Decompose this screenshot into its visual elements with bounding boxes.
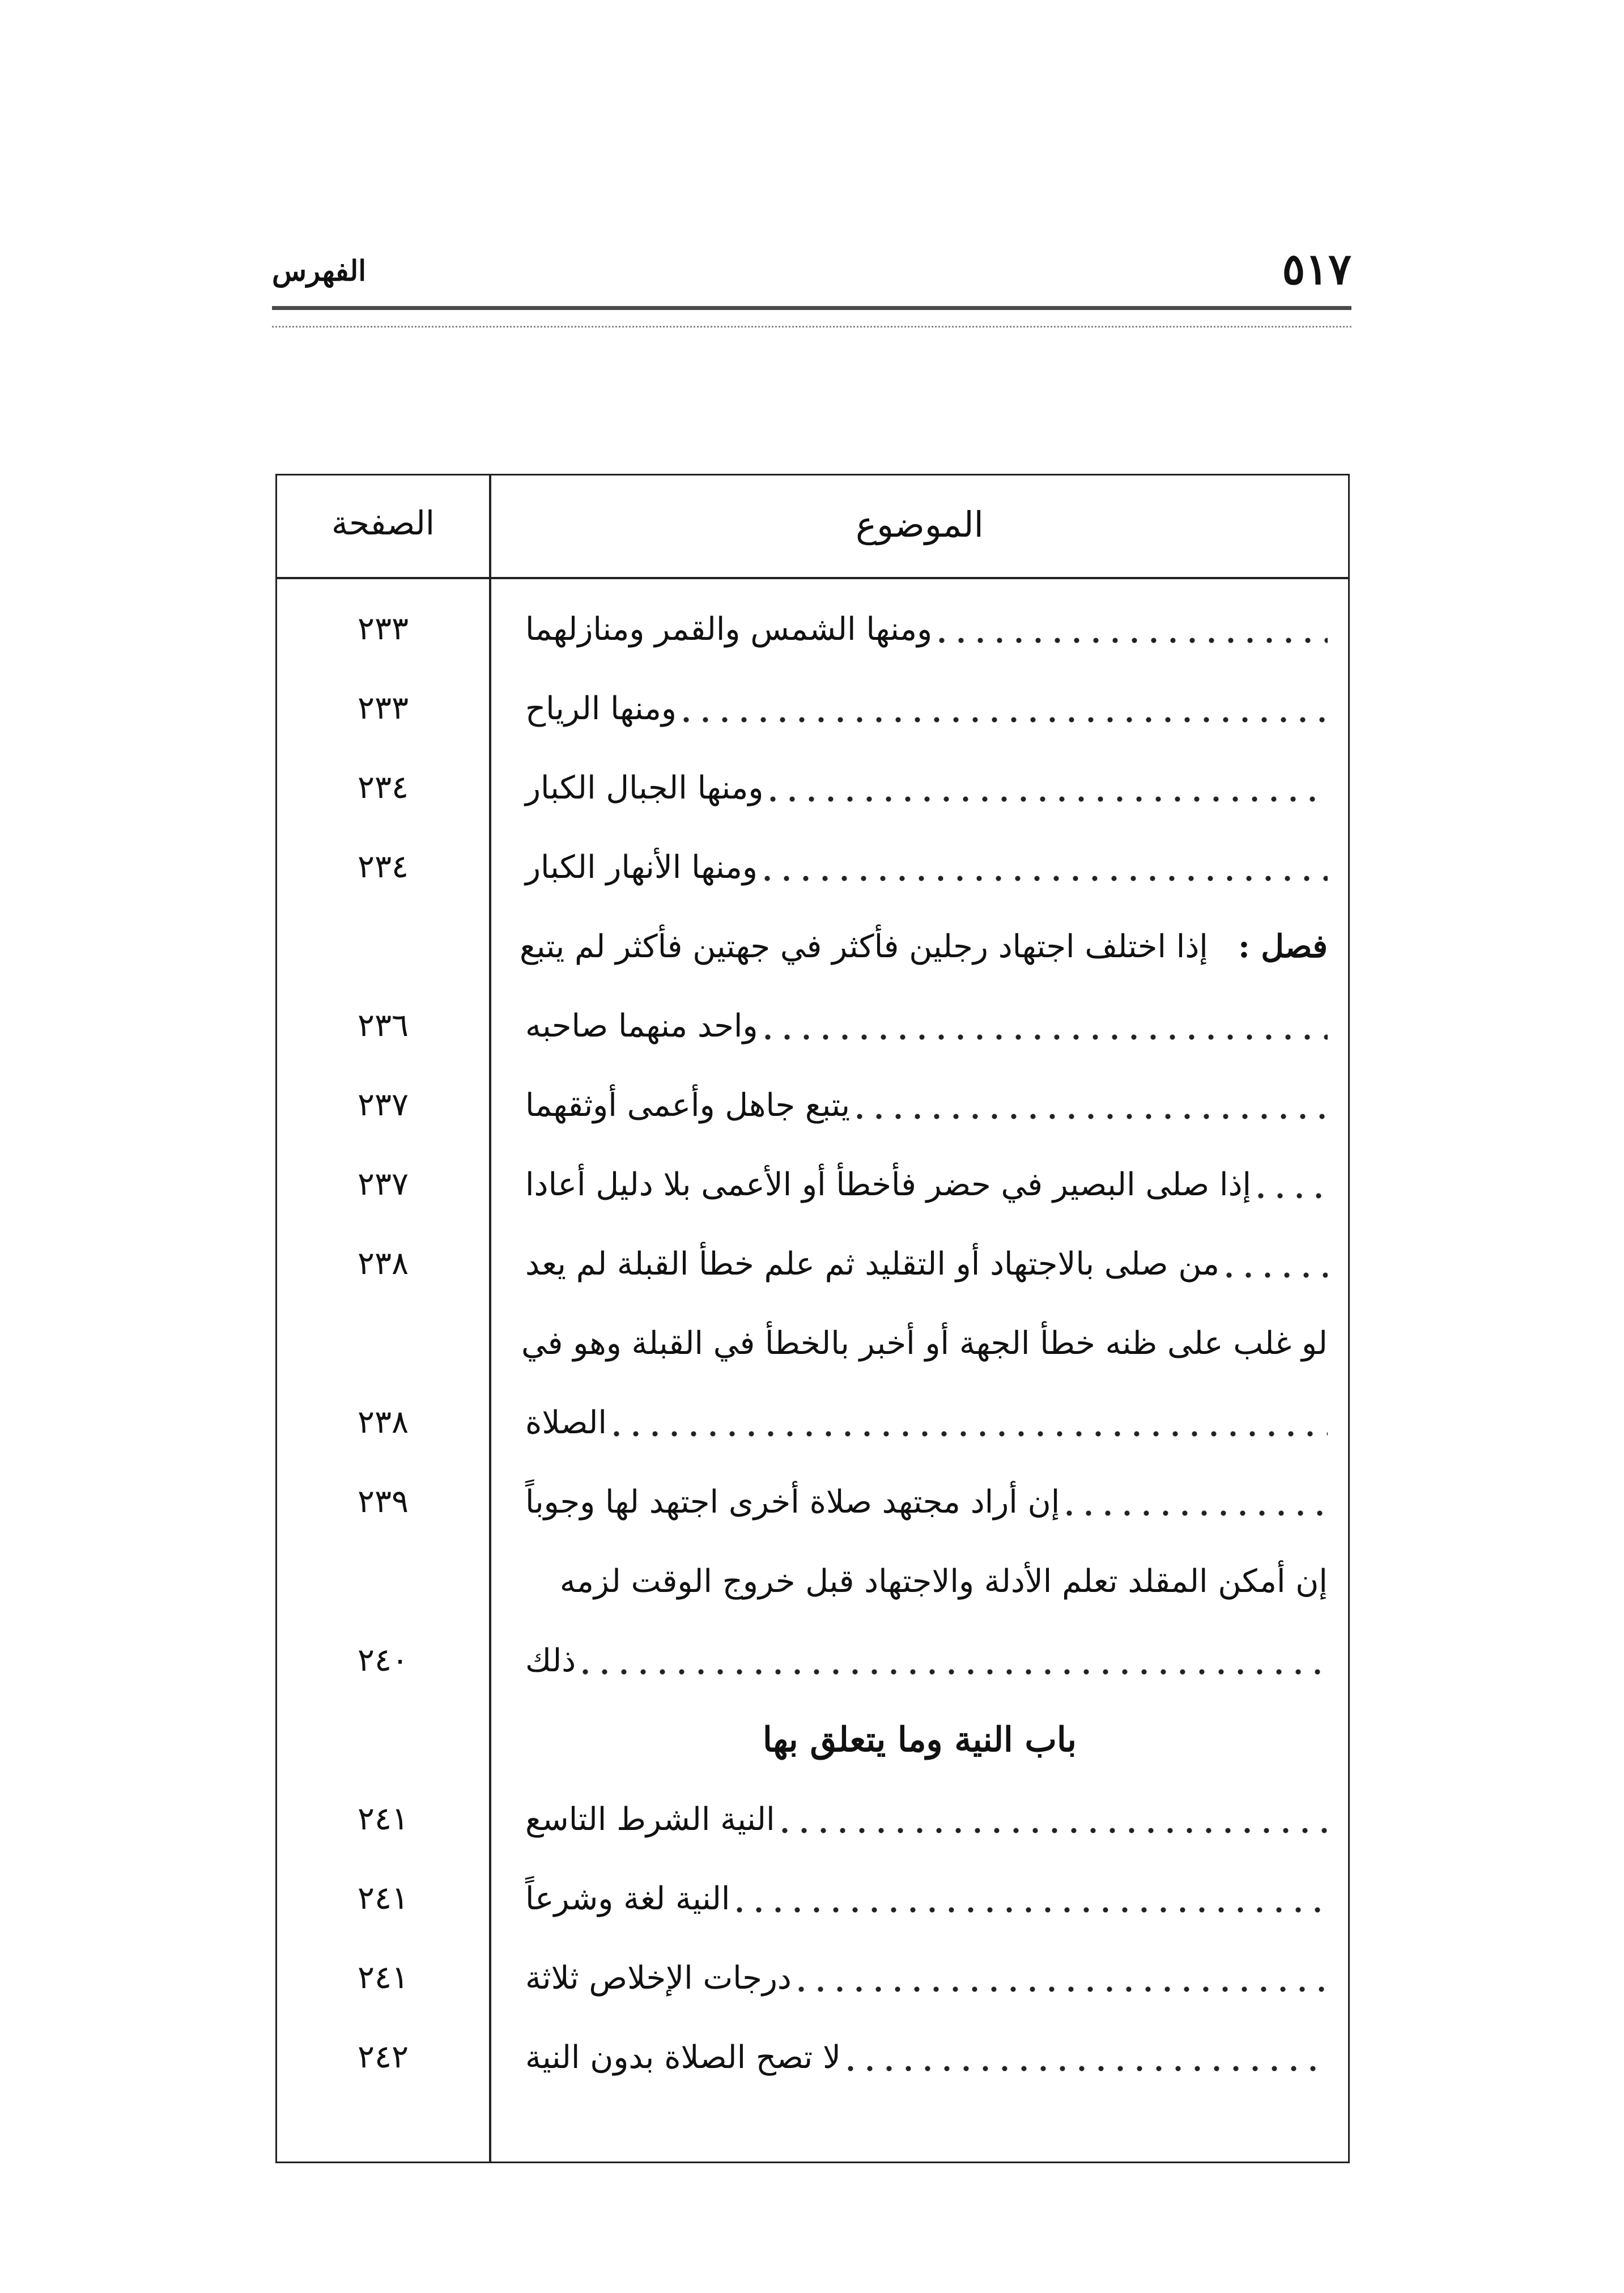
entry-page-number: ٢٤١ — [357, 1959, 409, 1996]
entry-topic: ومنها الجبال الكبار — [525, 769, 764, 806]
index-entry — [277, 1471, 1348, 1533]
entry-page-number: ٢٤١ — [357, 1801, 409, 1837]
entry-line — [520, 1391, 1328, 1454]
running-header-title: الفهرس — [272, 254, 367, 287]
entry-topic: الصلاة — [525, 1404, 607, 1441]
index-entry — [277, 757, 1348, 819]
entry-topic: من صلى بالاجتهاد أو التقليد ثم علم خطأ القبلة لم يعد — [525, 1245, 1220, 1283]
index-entry — [277, 1074, 1348, 1136]
entry-page-number: ٢٣٨ — [357, 1404, 409, 1441]
index-entry — [277, 1629, 1348, 1692]
entry-topic: ذلك — [525, 1642, 576, 1679]
dot-leader — [850, 1114, 1328, 1119]
entry-topic: ومنها الرياح — [525, 690, 677, 727]
index-entry — [277, 2026, 1348, 2088]
entry-topic: درجات الإخلاص ثلاثة — [525, 1959, 792, 1997]
dot-leader — [1060, 1510, 1328, 1516]
index-entry — [277, 836, 1348, 898]
dot-leader — [775, 1828, 1328, 1833]
entry-page-number: ٢٣٤ — [357, 769, 409, 806]
dot-leader — [758, 1034, 1328, 1040]
dot-leader — [758, 876, 1328, 881]
entry-line — [520, 1471, 1328, 1533]
entry-topic: لا تصح الصلاة بدون النية — [525, 2039, 841, 2076]
index-entry — [277, 995, 1348, 1057]
entry-line — [520, 995, 1328, 1057]
entry-topic: ومنها الأنهار الكبار — [525, 848, 758, 886]
entry-page-number: ٢٣٤ — [357, 848, 409, 885]
entry-page-number: ٢٣٦ — [357, 1007, 409, 1044]
entry-line — [520, 757, 1328, 819]
entry-line — [520, 1629, 1328, 1692]
section-heading: باب النية وما يتعلق بها — [762, 1720, 1077, 1760]
index-entry — [277, 677, 1348, 740]
entry-line — [520, 1153, 1328, 1216]
index-entry — [277, 1788, 1348, 1850]
entry-topic: واحد منهما صاحبه — [525, 1007, 758, 1044]
header-rule — [272, 306, 1351, 310]
entry-line — [520, 1947, 1328, 2009]
dot-leader — [841, 2066, 1328, 2071]
entry-line — [520, 1233, 1328, 1295]
dot-leader — [576, 1669, 1328, 1675]
page-number: ٥١٧ — [1282, 244, 1351, 294]
index-entry-chapter — [277, 915, 1348, 978]
entry-line — [520, 836, 1328, 898]
chapter-label: فصل : — [1238, 928, 1328, 965]
entry-line — [520, 1788, 1328, 1850]
entry-page-number: ٢٣٧ — [357, 1166, 409, 1203]
entry-topic: إن أمكن المقلد تعلم الأدلة والاجتهاد قبل خروج الوقت لزمه — [559, 1562, 1328, 1600]
dot-leader — [677, 717, 1328, 723]
entry-page-number: ٢٤١ — [357, 1880, 409, 1917]
table-header-row — [277, 475, 1348, 579]
entry-line-full — [520, 1550, 1328, 1612]
entry-page-number: ٢٣٣ — [357, 690, 409, 727]
entry-line — [520, 677, 1328, 740]
entry-topic: ومنها الشمس والقمر ومنازلهما — [525, 610, 933, 648]
index-table — [275, 474, 1350, 2163]
entry-line — [520, 1074, 1328, 1136]
entry-line-full — [520, 1312, 1328, 1374]
header-rule-dotted — [272, 326, 1351, 328]
index-entry-wrapped — [277, 1312, 1348, 1374]
dot-leader — [607, 1431, 1328, 1437]
entry-line — [520, 598, 1328, 660]
entry-page-number: ٢٤٠ — [357, 1642, 409, 1679]
index-entry — [277, 1867, 1348, 1930]
page-header — [272, 244, 1351, 306]
column-header-topic: الموضوع — [856, 504, 984, 545]
section-heading-row — [277, 1709, 1348, 1771]
entry-topic: يتبع جاهل وأعمى أوثقهما — [525, 1086, 851, 1124]
index-entry — [277, 1391, 1348, 1454]
dot-leader — [763, 796, 1328, 802]
entry-topic: النية الشرط التاسع — [525, 1801, 775, 1838]
entry-page-number: ٢٣٣ — [357, 610, 409, 647]
entry-topic: إذا صلى البصير في حضر فأخطأ أو الأعمى بلا دليل أعادا — [525, 1166, 1252, 1203]
entry-page-number: ٢٣٧ — [357, 1086, 409, 1123]
entry-line — [520, 2026, 1328, 2088]
index-entry — [277, 1153, 1348, 1216]
dot-leader — [1251, 1193, 1328, 1199]
index-entry — [277, 1233, 1348, 1295]
dot-leader — [932, 638, 1328, 643]
index-entry — [277, 598, 1348, 660]
entry-topic: لو غلب على ظنه خطأ الجهة أو أخبر بالخطأ في القبلة وهو في — [521, 1324, 1328, 1362]
entry-page-number: ٢٤٢ — [357, 2039, 409, 2075]
dot-leader — [730, 1907, 1328, 1913]
entry-line — [520, 1867, 1328, 1930]
entry-line-full — [520, 915, 1328, 978]
entry-topic: إن أراد مجتهد صلاة أخرى اجتهد لها وجوباً — [525, 1483, 1060, 1521]
index-entry — [277, 1947, 1348, 2009]
index-entry-wrapped — [277, 1550, 1348, 1612]
entry-topic: النية لغة وشرعاً — [525, 1880, 730, 1917]
entry-page-number: ٢٣٩ — [357, 1483, 409, 1520]
entry-page-number: ٢٣٨ — [357, 1245, 409, 1282]
column-header-page: الصفحة — [331, 504, 435, 542]
dot-leader — [1219, 1272, 1328, 1278]
dot-leader — [792, 1986, 1328, 1992]
entry-topic: إذا اختلف اجتهاد رجلين فأكثر في جهتين فأكثر لم يتبع — [520, 928, 1208, 965]
